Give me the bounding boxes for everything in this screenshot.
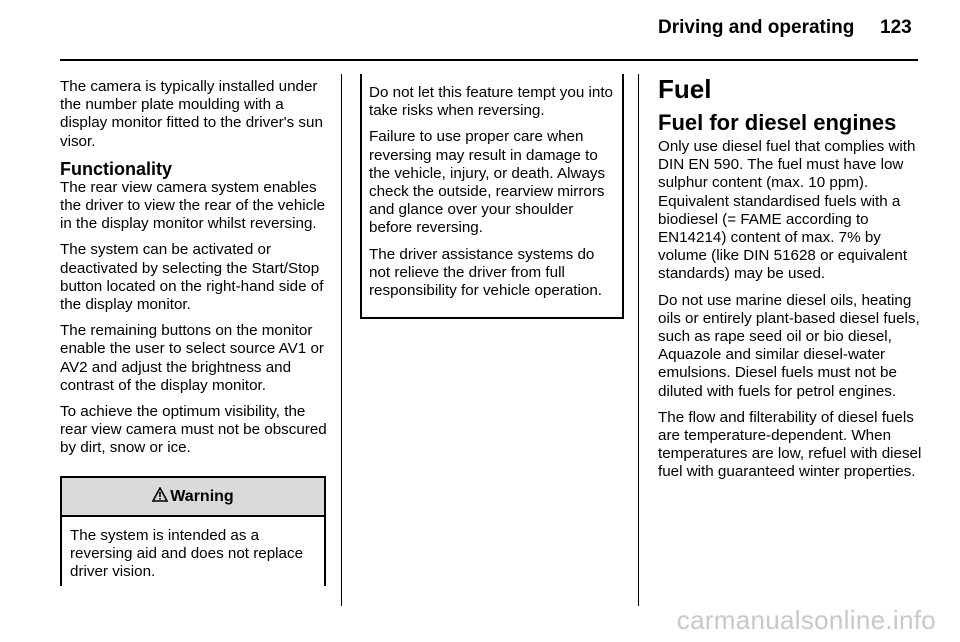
diesel-paragraph-2: Do not use marine diesel oils, heating oils or entirely plant-based diesel fuels, such as rape seed oil or bio diesel, Aquazole and similar diesel-water emulsions. Diesel fuels must not be diluted with fuels for petrol engines.	[658, 291, 920, 400]
header-rule	[60, 59, 918, 61]
column-2	[369, 84, 617, 308]
functionality-paragraph-2: The system can be activated or deactivated by selecting the Start/Stop button located on the right-hand side of the display monitor.	[60, 241, 324, 314]
warning-continued-paragraph-2: Failure to use proper care when reversing may result in damage to the vehicle, injury, or death. Always check the outside, rearview mirrors and glance over your shoulder before reversing.	[369, 128, 606, 237]
diesel-paragraph-3: The flow and filterability of diesel fuels are temperature-dependent. When temperatures are low, refuel with diesel fuel with guaranteed winter properties.	[658, 408, 922, 481]
functionality-paragraph-3: The remaining buttons on the monitor enable the user to select source AV1 or AV2 and adjust the brightness and contrast of the display monitor.	[60, 322, 324, 394]
warning-header	[62, 478, 324, 517]
functionality-paragraph-1: The rear view camera system enables the driver to view the rear of the vehicle in the display monitor whilst reversing.	[60, 178, 326, 233]
column-divider-right	[638, 74, 639, 606]
functionality-paragraph-4: To achieve the optimum visibility, the rear view camera must not be obscured by dirt, snow or ice.	[60, 403, 327, 457]
fuel-heading: Fuel	[658, 74, 712, 104]
column-1	[60, 78, 328, 466]
watermark: carmanualsonline.info	[676, 605, 936, 635]
warning-label: Warning	[170, 487, 234, 505]
diesel-paragraph-1: Only use diesel fuel that complies with DIN EN 590. The fuel must have low sulphur content (max. 10 ppm). Equivalent standardised fuels with a biodiesel (= FAME according to EN14214) content of max. 7% by volume (like DIN 51628 or equivalent standards) may be used.	[658, 138, 916, 283]
column-divider-left	[341, 74, 342, 606]
warning-continued-paragraph-3: The driver assistance systems do not relieve the driver from full responsibility for vehicle operation.	[369, 245, 602, 300]
column-3	[658, 74, 926, 490]
functionality-heading: Functionality	[60, 158, 172, 179]
warning-text: The system is intended as a reversing aid and does not replace driver vision.	[70, 527, 304, 581]
warning-continued-paragraph-1: Do not let this feature tempt you into take risks when reversing.	[369, 84, 613, 120]
intro-paragraph: The camera is typically installed under the number plate moulding with a display monitor fitted to the driver's sun visor.	[60, 78, 323, 150]
page-number: 123	[880, 17, 912, 38]
diesel-fuel-heading: Fuel for diesel engines	[658, 110, 897, 135]
header-title: Driving and operating	[658, 17, 855, 38]
warning-triangle-icon	[152, 487, 168, 507]
warning-box	[60, 476, 326, 586]
